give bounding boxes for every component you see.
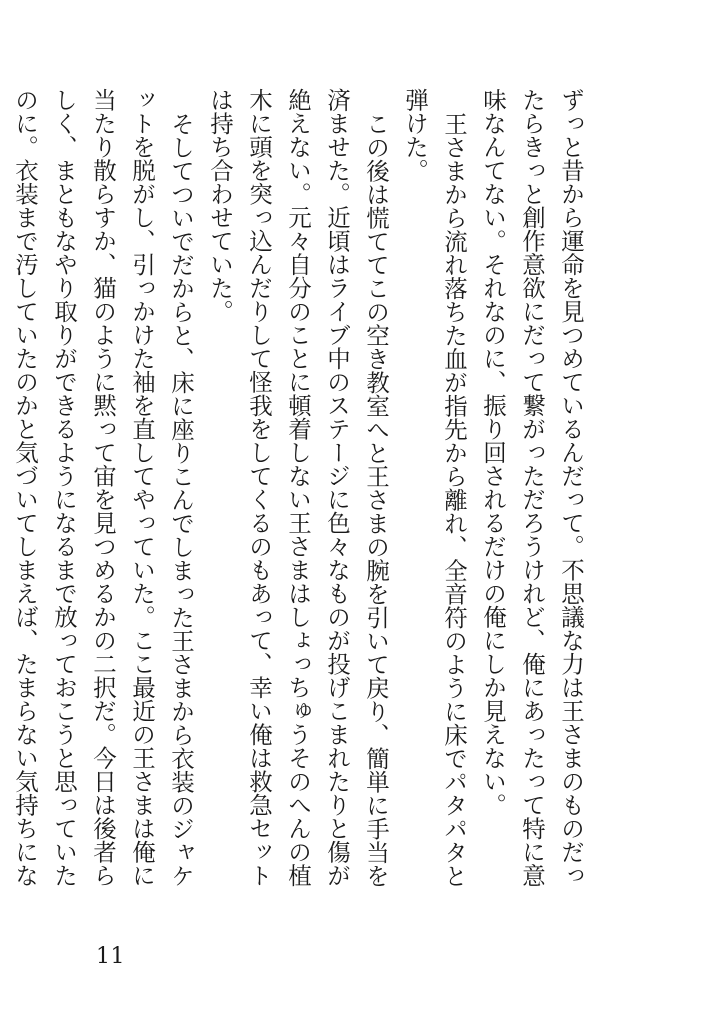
paragraph-4: そしてついでだからと、床に座りこんでしまった王さまから衣装のジャケットを脱がし、引っかけた袖を直してやっていた。ここ最近の王さまは俺に当たり散らすか、猫のように黙って宙を見つめるかの二択だ。今日は後者らしく、まともなやり取りができるようになるまで放っておこうと思っていたのに。衣装まで汚していたのかと気づいてしまえば、たまらない気持ちにな <box>11 88 195 887</box>
paragraph-3: この後は慌ててこの空き教室へと王さまの腕を引いて戻り、簡単に手当を済ませた。近頃はライブ中のステージに色々なものが投げこまれたりと傷が絶えない。元々自分のことに頓着しない王さまはしょっちゅうそのへんの植木に頭を突っ込んだりして怪我をしてくるのもあって、幸い俺は救急セットは持ち合わせていた。 <box>206 88 390 887</box>
vertical-text-body <box>0 88 590 908</box>
paragraph-1: ずっと昔から運命を見つめているんだって。不思議な力は王さまのものだったらきっと創作意欲にだって繋がっただろうけれど、俺にあったって特に意味なんてない。それなのに、振り回されるだけの俺にしか見えない。 <box>479 88 585 887</box>
paragraph-2: 王さまから流れ落ちた血が指先から離れ、全音符のように床でパタパタと弾けた。 <box>401 88 468 887</box>
page-number: 11 <box>96 944 125 969</box>
